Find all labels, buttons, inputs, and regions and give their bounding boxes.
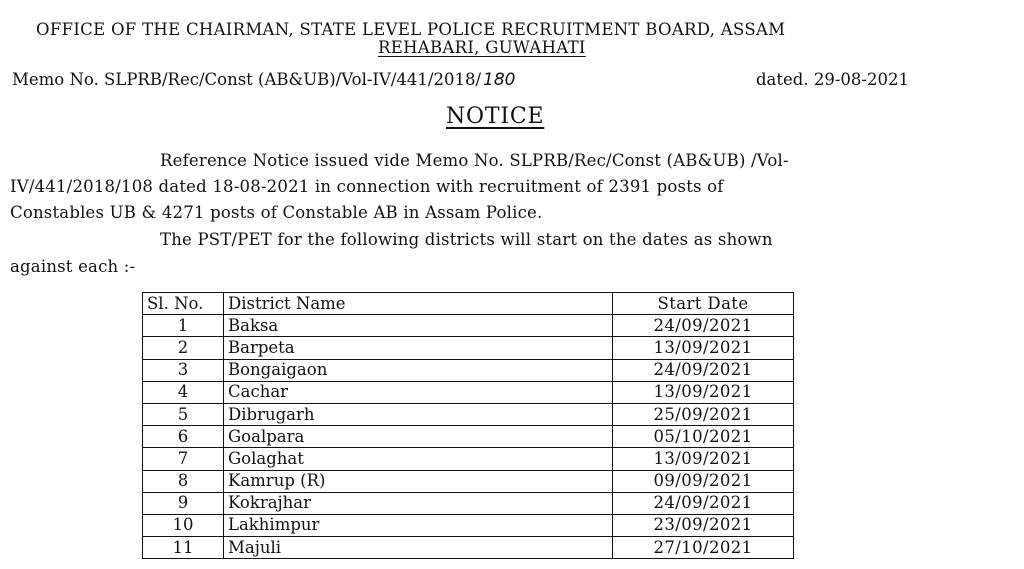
cell-district: Goalpara [224,426,613,448]
cell-district: Cachar [224,381,613,403]
district-schedule-table [142,292,794,559]
cell-district: Kamrup (R) [224,470,613,492]
column-header-start-date: Start Date [613,293,794,315]
cell-sl-no: 11 [143,537,224,559]
office-address: REHABARI, GUWAHATI [378,38,586,57]
cell-sl-no: 3 [143,359,224,381]
cell-start-date: 25/09/2021 [613,403,794,425]
page-title: NOTICE [446,104,545,129]
table-row [143,381,794,403]
table-row [143,359,794,381]
cell-start-date: 05/10/2021 [613,426,794,448]
cell-start-date: 24/09/2021 [613,359,794,381]
cell-sl-no: 2 [143,337,224,359]
cell-start-date: 24/09/2021 [613,315,794,337]
cell-start-date: 23/09/2021 [613,514,794,536]
memo-number-text: Memo No. SLPRB/Rec/Const (AB&UB)/Vol-IV/441/2018/ [12,70,482,89]
table-row [143,448,794,470]
cell-district: Dibrugarh [224,403,613,425]
table-row [143,315,794,337]
paragraph-line: against each :- [10,257,136,276]
cell-district: Kokrajhar [224,492,613,514]
table-row [143,492,794,514]
table-row [143,470,794,492]
cell-start-date: 09/09/2021 [613,470,794,492]
table-row [143,337,794,359]
cell-start-date: 27/10/2021 [613,537,794,559]
cell-district: Golaghat [224,448,613,470]
table-row [143,426,794,448]
cell-district: Barpeta [224,337,613,359]
cell-sl-no: 5 [143,403,224,425]
table-row [143,514,794,536]
memo-handwritten-number: 180 [483,70,516,90]
cell-sl-no: 7 [143,448,224,470]
table-row [143,403,794,425]
cell-district: Baksa [224,315,613,337]
cell-sl-no: 4 [143,381,224,403]
cell-start-date: 13/09/2021 [613,337,794,359]
table-row [143,537,794,559]
paragraph-line: Reference Notice issued vide Memo No. SLPRB/Rec/Const (AB&UB) /Vol- [160,151,789,170]
cell-sl-no: 8 [143,470,224,492]
cell-sl-no: 1 [143,315,224,337]
cell-start-date: 13/09/2021 [613,381,794,403]
cell-sl-no: 10 [143,514,224,536]
cell-district: Lakhimpur [224,514,613,536]
memo-date: dated. 29-08-2021 [756,70,909,89]
paragraph-line: IV/441/2018/108 dated 18-08-2021 in connection with recruitment of 2391 posts of [10,177,724,196]
cell-district: Bongaigaon [224,359,613,381]
cell-sl-no: 6 [143,426,224,448]
cell-district: Majuli [224,537,613,559]
cell-sl-no: 9 [143,492,224,514]
column-header-district: District Name [224,293,613,315]
table-body [143,315,794,559]
paragraph-line: The PST/PET for the following districts will start on the dates as shown [160,230,773,249]
cell-start-date: 24/09/2021 [613,492,794,514]
cell-start-date: 13/09/2021 [613,448,794,470]
office-header: OFFICE OF THE CHAIRMAN, STATE LEVEL POLICE RECRUITMENT BOARD, ASSAM [36,20,786,39]
column-header-sl-no: Sl. No. [143,293,224,315]
memo-number [12,70,515,90]
table-header-row [143,293,794,315]
paragraph-line: Constables UB & 4271 posts of Constable AB in Assam Police. [10,203,543,222]
